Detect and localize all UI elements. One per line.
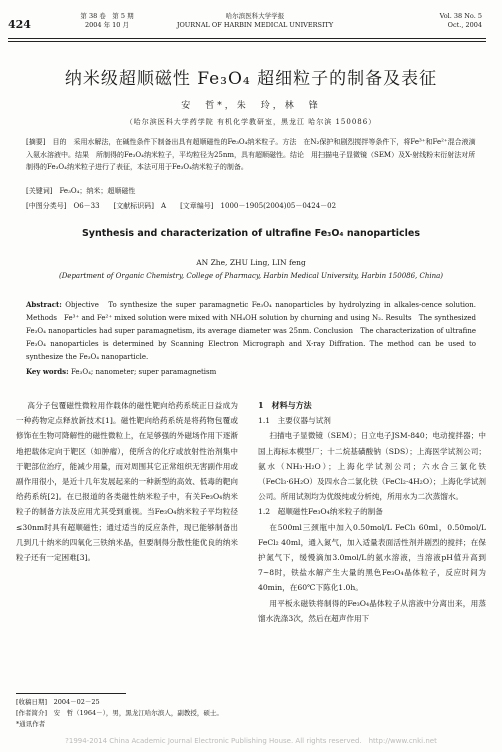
article-title-cn: 纳米级超顺磁性 Fe₃O₄ 超细粒子的制备及表征	[64, 69, 438, 89]
header-volume-cn: 第 38 卷 第 5 期 2004 年 10 月	[80, 12, 134, 29]
page-number: 424	[8, 18, 31, 31]
section-heading: 1 材料与方法	[258, 400, 312, 410]
subsection-heading: 1.1 主要仪器与试剂	[258, 416, 331, 426]
body-column-left	[16, 398, 238, 565]
affiliation-cn: （哈尔滨医科大学药学院 有机化学教研室，黑龙江 哈尔滨 150086）	[125, 118, 377, 126]
abstract-en	[26, 298, 476, 364]
footnote-corresponding: *通讯作者	[16, 720, 46, 728]
footnote-received: [收稿日期] 2004－02－25	[16, 698, 100, 706]
page-header	[0, 8, 502, 38]
separation-paragraph: 用平板永磁铁将制得的Fe₃O₄晶体粒子从溶液中分离出来，用蒸馏水洗涤3次，然后在超声作用下	[258, 598, 486, 623]
keywords-en-label: Key words:	[26, 367, 69, 376]
affiliation-en: (Department of Organic Chemistry, College of Pharmacy, Harbin Medical University, Harbin 150086, China)	[58, 272, 444, 280]
subsection-heading-2: 1.2 超顺磁性Fe₃O₄纳米粒子的制备	[258, 507, 383, 517]
header-rule-thin	[8, 41, 486, 42]
header-journal: 哈尔滨医科大学学报 JOURNAL OF HARBIN MEDICAL UNIVERSITY	[176, 12, 334, 29]
header-rule	[8, 38, 486, 39]
keywords-cn: [关键词] Fe₃O₄；纳米；超顺磁性	[26, 187, 136, 195]
abstract-en-text: Objective To synthesize the super paramagnetic Fe₃O₄ nanoparticles by hydrolyzing in alkales-cence solution. Methods Fe³⁺ and Fe²⁺ mixed solution were mixed with NH₄OH solution by churning and using N₂. Results The synthesized Fe₃O₄ nanoparticles had super paramagnetism, its average diameter was 25nm. Conclusion The characterization of ultrafine Fe₃O₄ nanoparticles is determined by Scanning Electron Micrograph and X-ray Diffration. The method can be used to synthesize the Fe₃O₄ nanoparticle.	[26, 301, 476, 361]
watermark: ?1994-2014 China Academic Journal Electronic Publishing House. All rights reserved. http://www.cnki.net	[65, 737, 437, 745]
abstract-en-label: Abstract:	[26, 300, 62, 309]
materials-paragraph: 扫描电子显微镜（SEM）；日立电子JSM-840；电动搅拌器；中国上海标本模型厂；十二烷基磺酸钠（SDS）；上海医学试剂公司；氨水（NH₃·H₂O）；上海化学试剂公司；六水合三氯化铁（FeCl₃·6H₂O）及四水合二氯化铁（FeCl₂·4H₂O）；上海化学试剂公司。所用试剂均为优级纯或分析纯，所用水为二次蒸馏水。	[258, 431, 487, 502]
keywords-en: Key words: Fe₃O₄; nanometer; super paramagnetism	[26, 367, 217, 376]
preparation-paragraph: 在500ml三颈瓶中加入0.50mol/L FeCl₃ 60ml，0.50mol/L FeCl₂ 40ml，通入氮气，加入适量表面活性剂并剧烈的搅拌；在保护氮气下，缓慢滴加3.0mol/L的氨水溶液，当溶液pH值升高到7~8时，铁盐水解产生大量的黑色Fe₃O₄晶体粒子，反应时间为40min，在60℃下陈化1.0h。	[258, 522, 486, 593]
header-volume-en: Vol. 38 No. 5 Oct., 2004	[439, 12, 482, 29]
intro-paragraph: 高分子包覆磁性微粒用作载体的磁性靶向给药系统正日益成为一种药物定点释放新技术[1]。磁性靶向给药系统是将药物包覆或修饰在生物可降解性的磁性微粒上，在足够强的外磁场作用下逐渐地把载体定向于靶区（如肿瘤），使所含的化疗或放射性治剂集中于靶部位治疗，能减少用量，而对周围其它正常组织无害副作用或副作用很小，是近十几年发展起来的一种新型的高效、低毒的靶向给药系统[2]。在已报道的各类磁性纳米粒子中，有关Fe₃O₄纳米粒子的制备方法及应用尤其受到重视。当Fe₃O₄纳米粒子平均粒径≤30nm时具有超顺磁性；通过适当的反应条件，现已能够制备出几到几十纳米的四氧化三铁纳米晶，但要制得分散性能优良的纳米粒子还有一定困难[3]。	[16, 401, 238, 563]
authors-en: AN Zhe, ZHU Ling, LIN feng	[196, 258, 306, 267]
abstract-cn: [摘要] 目的 采用水解法，在碱性条件下制备出具有超顺磁性的Fe₃O₄纳米粒子。方法 在N₂保护和剧烈搅拌等条件下，将Fe³⁺和Fe²⁺混合液滴入氨水溶液中。结果 所制得的Fe₃O₄纳米粒子，平均粒径为25nm，具有超顺磁性。结论 用扫描电子显微镜（SEM）及X-射线粉末衍射法对所制得的Fe₃O₄纳米粒子进行了表征，本法可用于Fe₃O₄纳米粒子的制备。	[26, 138, 476, 171]
classification-info: [中图分类号] O6－33 [文献标识码] A [文章编号] 1000－1905(2004)05－0424－02	[26, 202, 337, 210]
authors-cn: 安 哲*，朱 玲，林 锋	[181, 101, 321, 111]
body-column-right	[258, 398, 486, 626]
footnote-rule	[16, 693, 126, 694]
footnote-author: [作者简介] 安 哲（1964－），男，黑龙江哈尔滨人，副教授，硕士。	[16, 709, 223, 717]
article-title-en: Synthesis and characterization of ultrafine Fe₃O₄ nanoparticles	[81, 228, 421, 239]
